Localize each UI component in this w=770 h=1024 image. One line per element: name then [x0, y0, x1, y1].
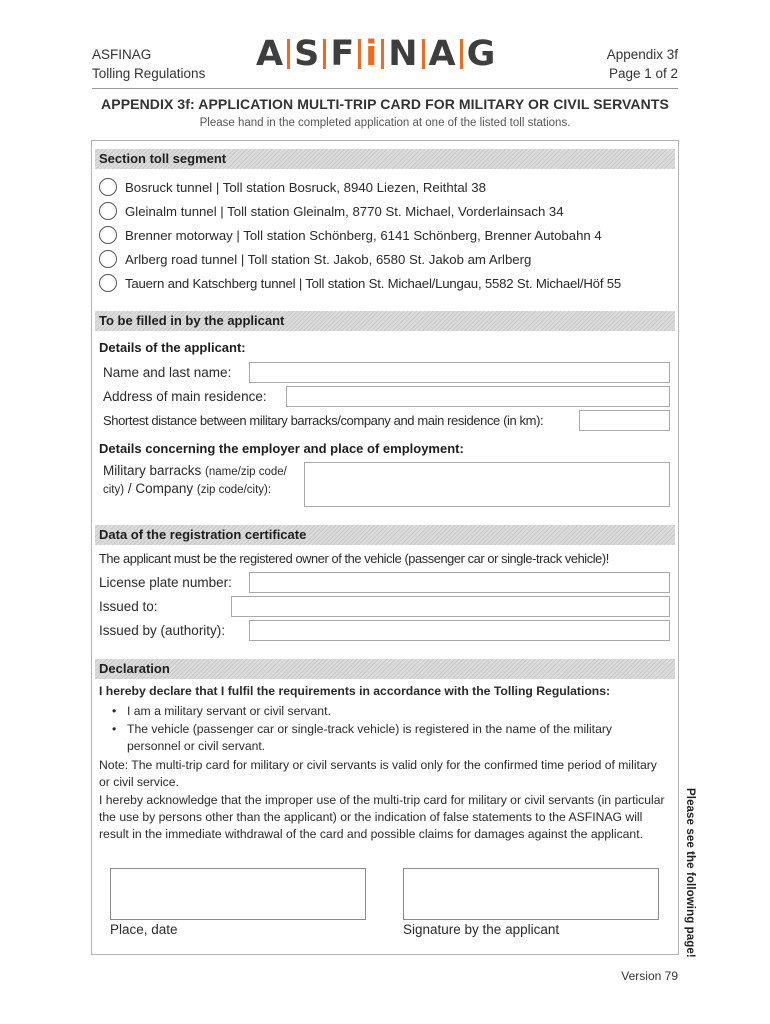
bullet-dot: •: [112, 704, 117, 718]
toll-option-label: Brenner motorway | Toll station Schönberg, 6141 Schönberg, Brenner Autobahn 4: [125, 227, 602, 243]
see-next-page-note: Please see the following page!: [684, 788, 696, 958]
address-label: Address of main residence:: [103, 389, 267, 404]
name-label: Name and last name:: [103, 365, 232, 380]
page-title: APPENDIX 3f: APPLICATION MULTI-TRIP CARD FOR MILITARY OR CIVIL SERVANTS: [101, 96, 669, 112]
issued-to-field[interactable]: [231, 596, 670, 617]
page-number: Page 1 of 2: [608, 66, 678, 81]
issued-by-field[interactable]: [249, 620, 670, 641]
signature-label: Signature by the applicant: [403, 922, 560, 937]
distance-field[interactable]: [579, 410, 670, 431]
barracks-label-line2: city) / Company (zip code/city):: [103, 481, 272, 496]
toll-option-label: Arlberg road tunnel | Toll station St. Jakob, 6580 St. Jakob am Arlberg: [125, 251, 532, 267]
applicant-details-heading: Details of the applicant:: [99, 340, 246, 355]
version-label: Version 79: [621, 969, 678, 983]
toll-option-brenner[interactable]: [99, 224, 602, 246]
toll-option-label: Gleinalm tunnel | Toll station Gleinalm, 8770 St. Michael, Vorderlainsach 34: [125, 203, 564, 219]
declaration-bullet: The vehicle (passenger car or single-track vehicle) is registered in the name of the military personnel or civil servant.: [127, 722, 613, 753]
bullet-dot: •: [112, 722, 117, 736]
radio-button[interactable]: [99, 226, 117, 244]
section-applicant-heading: To be filled in by the applicant: [99, 313, 285, 328]
toll-option-label: Bosruck tunnel | Toll station Bosruck, 8940 Liezen, Reithtal 38: [125, 179, 486, 195]
toll-option-arlberg[interactable]: [99, 248, 531, 270]
radio-button[interactable]: [99, 274, 117, 292]
plate-field[interactable]: [249, 572, 670, 593]
declaration-bullet: I am a military servant or civil servant.: [127, 704, 331, 718]
section-registration-heading: Data of the registration certificate: [99, 527, 307, 542]
declaration-note: Note: The multi-trip card for military or civil servants is valid only for the confirmed time period of military or civil service.: [99, 758, 657, 789]
section-declaration-heading: Declaration: [99, 661, 170, 676]
signature-field[interactable]: [403, 868, 659, 920]
name-field[interactable]: [249, 362, 670, 383]
header-left: [92, 45, 205, 83]
place-date-field[interactable]: [110, 868, 366, 920]
issued-to-label: Issued to:: [99, 599, 158, 614]
place-date-label: Place, date: [110, 922, 178, 937]
section-registration-header: [95, 525, 675, 545]
section-toll-header: [95, 149, 675, 169]
address-field[interactable]: [286, 386, 670, 407]
employer-field[interactable]: [304, 462, 670, 507]
header-divider: [92, 88, 678, 89]
toll-option-tauern[interactable]: [99, 272, 621, 294]
org-name: ASFINAG: [92, 47, 152, 62]
declaration-intro: I hereby declare that I fulfil the requirements in accordance with the Tolling Regulations:: [99, 684, 611, 698]
toll-option-gleinalm[interactable]: [99, 200, 564, 222]
asfinag-logo: A S F i N A G: [256, 34, 496, 74]
radio-button[interactable]: [99, 178, 117, 196]
doc-series: Tolling Regulations: [92, 66, 206, 81]
toll-option-bosruck[interactable]: [99, 176, 486, 198]
employer-heading: Details concerning the employer and place of employment:: [99, 441, 464, 456]
section-declaration-header: [95, 659, 675, 679]
page-subtitle: Please hand in the completed application at one of the listed toll stations.: [199, 117, 571, 129]
header-right: [607, 45, 678, 83]
distance-label: Shortest distance between military barracks/company and main residence (in km):: [103, 413, 544, 428]
barracks-label-line1: Military barracks (name/zip code/: [103, 463, 287, 478]
radio-button[interactable]: [99, 202, 117, 220]
declaration-acknowledgement: I hereby acknowledge that the improper use of the multi-trip card for military or civil servants (in particular the use by persons other than the applicant) or the indication of false statements to the ASFINAG will result in the immediate withdrawal of the card and possible claims for damages against the applicant.: [99, 793, 665, 841]
toll-option-label: Tauern and Katschberg tunnel | Toll station St. Michael/Lungau, 5582 St. Michael/Höf 55: [125, 275, 622, 291]
issued-by-label: Issued by (authority):: [99, 623, 226, 638]
registration-note: The applicant must be the registered owner of the vehicle (passenger car or single-track vehicle)!: [99, 551, 609, 566]
radio-button[interactable]: [99, 250, 117, 268]
section-applicant-header: [95, 311, 675, 331]
plate-label: License plate number:: [99, 575, 232, 590]
appendix-label: Appendix 3f: [606, 47, 678, 62]
section-toll-heading: Section toll segment: [99, 151, 227, 166]
